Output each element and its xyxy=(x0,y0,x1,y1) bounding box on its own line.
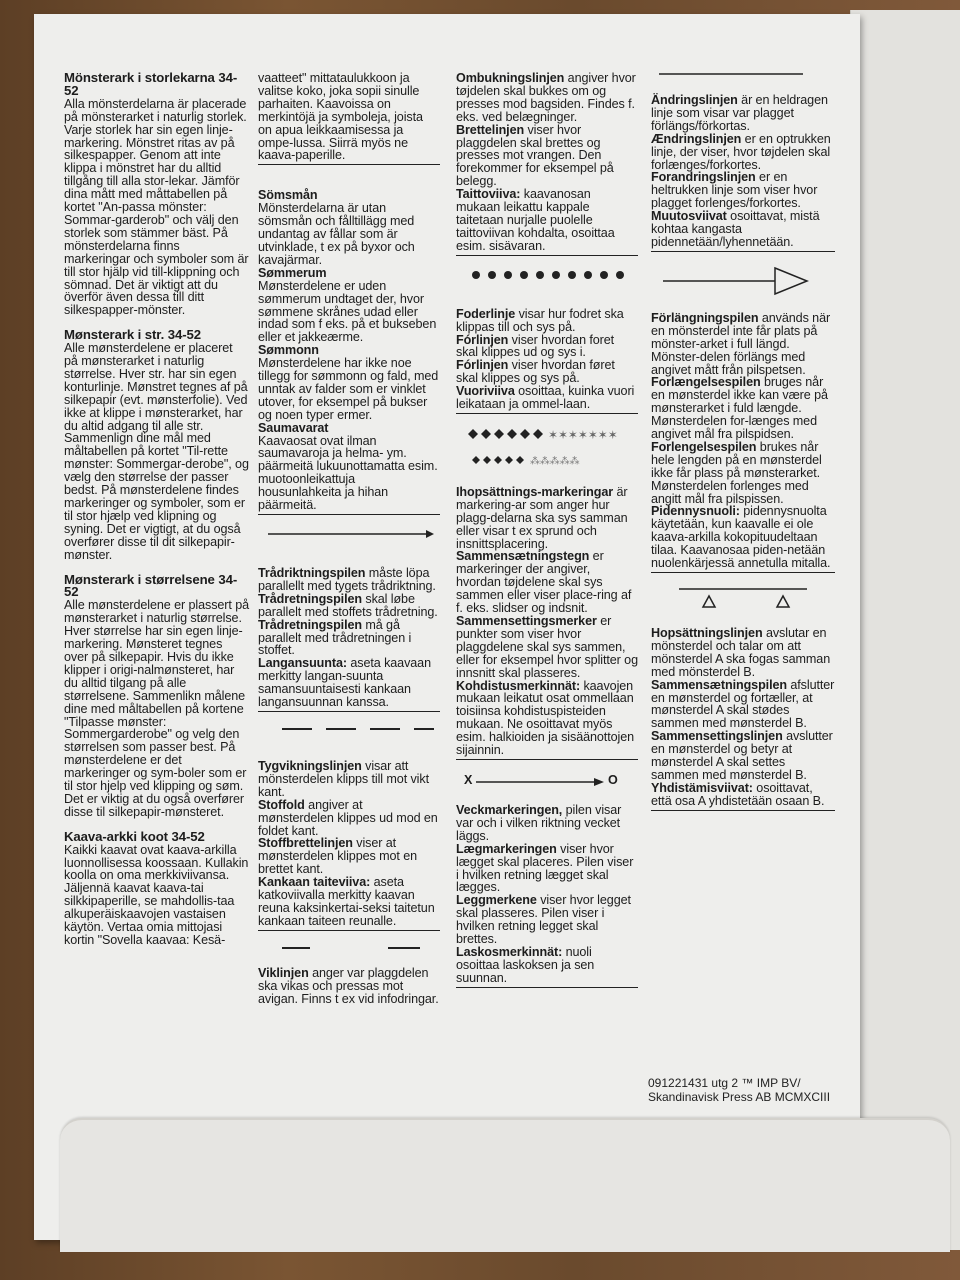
svg-text:⁂⁂⁂⁂⁂: ⁂⁂⁂⁂⁂ xyxy=(530,455,580,467)
pleat-o-label: O xyxy=(608,772,618,787)
term: Hopsättningslinjen xyxy=(651,626,763,640)
divider xyxy=(456,759,638,760)
term-description: viser hvordan føret skal klippes og sys på. xyxy=(456,358,615,386)
term-description: aseta katkoviivalla merkitty kaavan reuna kaksinkertai-seksi taitetun kankaan taiteen reunalle. xyxy=(258,875,435,928)
term-description: angiver hvor tøjdelen skal bukkes om og presses mod bagsiden. Findes f. eks. ved belægninger. xyxy=(456,71,636,124)
term-description: Kaavaosat ovat ilman saumavaroja ja helma- ym. päärmeitä lukuunottamatta esim. muotoonleikattuja housunlahkeita ja hihan päärmeitä. xyxy=(258,433,438,513)
term-description: anger var plaggdelen ska vikas och pressas mot avigan. Finns t ex vid infodringar. xyxy=(258,965,439,1006)
term: Förlängningspilen xyxy=(651,310,759,325)
term-description: visar att mönsterdelen klipps till mot vikt kant. xyxy=(258,758,429,799)
term-description: måste löpa parallellt med tygets trådriktning. xyxy=(258,566,436,593)
divider xyxy=(258,930,440,931)
term: Muutosviivat xyxy=(651,209,727,224)
divider xyxy=(258,164,440,165)
lining-markers-icon xyxy=(456,426,636,472)
term-description: angiver at mønsterdelen klippes ud mod en foldet kant. xyxy=(258,797,438,838)
term-description: bruges når en mønsterdel ikke kan være på mønsterarket i fuld længde. Mønsterdelen for-længes med angivet mål fra pilspidsen. xyxy=(651,375,828,442)
term: Foderlinje xyxy=(456,306,516,321)
continued-text: vaatteet" mittataulukkoon ja valitse koko, joka sopii sinulle parhaiten. Kaavoissa on merkintöjä ja symboleja, joista on apua leikkaamisessa ja ompe-lussa. Siirrä myös ne kaava-paperille. xyxy=(258,71,423,163)
divider xyxy=(651,572,835,573)
section-heading: Mønsterark i størrelsene 34-52 xyxy=(64,571,238,600)
print-imprint xyxy=(648,1076,830,1104)
term-description: er en optrukken linje, der viser, hvor tøjdelen skal forlænges/forkortes. xyxy=(651,131,831,172)
term: Fórlinjen xyxy=(456,332,509,347)
term-description: avslutter en mønsterdel og betyr at mønsterdel A skal settes sammen med mønsterdel B. xyxy=(651,729,833,782)
term: Saumavarat xyxy=(258,420,329,435)
term-description: används när en mönsterdel inte får plats på mönster-arket i full längd. Mönster-delen förlängs med angivet mått från pilspetsen. xyxy=(651,310,831,377)
term-description: osoittavat, mistä kohtaa kangasta pidennetään/lyhennetään. xyxy=(651,209,820,249)
term-description: må gå parallelt med trådretningen i stoffet. xyxy=(258,617,412,658)
term-description: kaavojen mukaan leikatut osat ommellaan toisiinsa kohdistuspisteiden mukaan. Ne osoittavat myös esim. halkioiden ja sisäänottojen sijainnin. xyxy=(456,678,635,758)
term: Ändringslinjen xyxy=(651,93,738,107)
dotted-line-icon xyxy=(456,268,636,282)
term-description: er markeringer der angiver, hvordan tøjdelene skal sys sammen eller viser place-ring af f. eks. slidser og indsnit. xyxy=(456,549,632,616)
term: Kohdistusmerkinnät: xyxy=(456,678,581,693)
fold-line-long-dash-icon xyxy=(258,943,438,953)
pattern-instruction-sheet xyxy=(34,14,860,1240)
term: Trådriktningspilen xyxy=(258,566,366,580)
divider xyxy=(456,255,638,256)
pleat-symbol xyxy=(456,772,638,794)
term-description: visar hur fodret ska klippas till och sys på. xyxy=(456,306,624,334)
term-description: viser hvor lægget skal placeres. Pilen viser i hvilken retning lægget skal lægges. xyxy=(456,841,634,895)
alteration-line-icon xyxy=(651,70,831,78)
term: Sømmonn xyxy=(258,343,319,358)
pleat-x-label: X xyxy=(464,772,473,787)
section-heading: Mønsterark i str. 34-52 xyxy=(64,327,201,343)
term: Taittoviiva: xyxy=(456,187,521,202)
column-4 xyxy=(651,72,835,823)
term: Sammensettingslinjen xyxy=(651,729,783,744)
term: Trådretningspilen xyxy=(258,591,362,606)
section-body: Alla mönsterdelarna är placerade på mönsterarket i naturlig storlek. Varje storlek har sin egen linje-markering. Mönstret ritas av på silkespapper. Genom att inte klippa i mönstret har du alltid tillgång till alla stor-lekar. Jämför dina mått med måttabellen på kortet "An-passa mönster: Sommar-garderob" och välj den storlek som stämmer bäst. På mönsterdelarna finns markeringar och symboler som är till stor hjälp vid till-klippning och sömnad. Det är viktigt att du överför även dessa till ditt silkespapper-mönster. xyxy=(64,96,249,318)
term: Fórlinjen xyxy=(456,358,509,373)
divider xyxy=(456,987,638,988)
term: Pidennysnuoli: xyxy=(651,504,740,519)
term-description: aseta kaavaan merkitty langan-suunta samansuuntaisesti kankaan langansuunnan kanssa. xyxy=(258,656,431,710)
term: Viklinjen xyxy=(258,965,309,980)
section-heading: Mönsterark i storlekarna 34-52 xyxy=(64,70,238,98)
term-description: Mønsterdelene er uden sømmerum undtaget der, hvor sømmene skrånes udad eller indad som f eks. på et bukseben eller et jakkeærme. xyxy=(258,278,437,345)
svg-text:✶✶✶✶✶✶✶: ✶✶✶✶✶✶✶ xyxy=(548,427,618,442)
term: Sammensætningstegn xyxy=(456,549,590,564)
grain-arrow-icon xyxy=(258,527,438,541)
term: Ændringslinjen xyxy=(651,131,742,146)
term: Veckmarkeringen, xyxy=(456,802,563,817)
divider xyxy=(456,413,638,414)
term: Kankaan taiteviiva: xyxy=(258,875,371,890)
term: Forlengelsespilen xyxy=(651,439,757,454)
term-description: viser hvordan foret skal klippes ud og sys i. xyxy=(456,332,615,360)
term-description: osoittaa, kuinka vuori leikataan ja ommel-laan. xyxy=(456,384,635,412)
term: Forlængelsespilen xyxy=(651,375,761,390)
term-description: afslutter en mønsterdel og fortæller, at mønsterdel A skal stødes sammen med mønsterdel B. xyxy=(651,677,835,731)
term-description: avslutar en mönsterdel och talar om att mönsterdel A ska fogas samman med mönsterdel B. xyxy=(651,626,831,679)
term-description: pidennysnuolta käytetään, kun kaavalle ei ole kaava-arkilla kokopituudeltaan tilaa. Kaavanosaa piden-netään nuolenkärjessä annetulla mitalla. xyxy=(651,504,831,571)
term: Sømmerum xyxy=(258,265,327,280)
term: Ihopsättnings-markeringar xyxy=(456,484,614,499)
term-description: viser at mønsterdelen klippes mot en brettet kant. xyxy=(258,836,417,877)
term: Leggmerkene xyxy=(456,893,537,908)
join-line-triangles-icon xyxy=(651,585,831,613)
divider xyxy=(651,251,835,252)
divider xyxy=(651,810,835,811)
term: Forandringslinjen xyxy=(651,170,756,185)
lengthening-arrow-icon xyxy=(651,264,831,298)
term: Vuoriviiva xyxy=(456,384,515,399)
divider xyxy=(258,711,440,712)
section-body: Alle mønsterdelene er plassert på mønsterarket i naturlig størrelse. Hver størrelse har sin egen linje-markering. Mønsteret tegnes over på silkepapir. Hvis du ikke klipper i origi-nalmønsteret, har du alltid tilgang på alle størrelsene. Sammenlikn målene dine med måltabellen på kortene "Tilpasse mønster: Sommergarderobe" og velg den størrelsen som passer best. På mønsterdelene er det markeringer og sym-boler som er til stor hjelp ved klipping og søm. Det er viktig at du også overfører disse til silkepapir-mønsteret. xyxy=(64,598,249,819)
section-body: Alle mønsterdelene er placeret på mønsterarket i naturlig størrelse. Hver str. har sin egen konturlinje. Mønstret tegnes af på silkepapir (evt. mønsterfolie). Ved ikke at klippe i mønsterarket, har du altid adgang til alle str. Sammenlign dine mål med måltabellen på kortet "Til-rette mønster: Sommergar-derobe", og vælg den størrelse der passer bedst. På mønsterdelene findes markeringer og symboler, som er til stor hjælp ved klipning og syning. Det er vigtigt, at du også overfører disse til dit silkepapir-mønster. xyxy=(64,341,249,562)
term: Stoffold xyxy=(258,797,305,812)
term-description: kaavanosan mukaan leikattu kappale taitetaan nurjalle puolelle taittoviivan kohdalta, osoittaa esim. sisävaran. xyxy=(456,187,615,253)
term: Sammensettingsmerker xyxy=(456,614,597,628)
column-2 xyxy=(258,72,440,1005)
back-sheet xyxy=(850,10,960,1250)
term: Trådretningspilen xyxy=(258,617,362,632)
term: Yhdistämisviivat: xyxy=(651,780,753,795)
term-description: osoittavat, että osa A yhdistetään osaan B. xyxy=(651,780,825,808)
column-3 xyxy=(456,72,638,1000)
section-heading: Kaava-arkki koot 34-52 xyxy=(64,828,205,844)
term-description: viser hvor plaggdelen skal brettes og presses mot vrangen. Den forekommer for eksempel på belegg. xyxy=(456,122,614,189)
imprint-line-1: 091221431 utg 2 ™ IMP BV/ xyxy=(648,1076,801,1090)
term: Brettelinjen xyxy=(456,122,525,137)
imprint-line-2: Skandinavisk Press AB MCMXCIII xyxy=(648,1090,831,1104)
term: Sammensætningspilen xyxy=(651,677,787,692)
term-description: viser hvor legget skal plasseres. Pilen viser i hvilken retning legget skal brettes. xyxy=(456,893,631,947)
term: Lægmarkeringen xyxy=(456,841,557,856)
term-description: skal løbe parallelt med stoffets trådretning. xyxy=(258,591,438,619)
fold-line-dashed-icon xyxy=(258,724,438,734)
pleat-arrow-icon xyxy=(476,776,606,788)
term: Stoffbrettelinjen xyxy=(258,836,353,851)
term-description: er en heltrukken linje som viser hvor plagget forlenges/forkortes. xyxy=(651,170,818,211)
term-description: Mönsterdelarna är utan sömsmån och fålltillägg med undantag av fållar som är utvinklade, t ex på byxor och kavajärmar. xyxy=(258,201,415,267)
term: Laskosmerkinnät: xyxy=(456,944,563,959)
envelope-flap xyxy=(60,1118,950,1252)
divider xyxy=(258,514,440,515)
term-description: pilen visar var och i vilken riktning vecket läggs. xyxy=(456,802,622,843)
term-description: Mønsterdelene har ikke noe tillegg for sømmonn og fald, med unntak av falder som er vinklet utover, for eksempel på bukser og noen typer ermer. xyxy=(258,356,439,422)
term-description: brukes når hele lengden på en mønsterdel ikke får plass på mønsterarket. Mønsterdelen forlenges med angitt mål fra pilspissen. xyxy=(651,439,822,506)
term-description: er punkter som viser hvor plaggdelene skal sys sammen, eller for eksempel hvor splitter og innsnitt skal plasseres. xyxy=(456,614,638,680)
section-body: Kaikki kaavat ovat kaava-arkilla luonnollisessa koossaan. Kullakin koolla on oma merkkiviivansa. Jäljennä kaavat kaava-tai silkkipaperille, se mahdollis-taa alkuperäiskaavojen vastaisen käytön. Vertaa omia mittojasi kortin "Sovella kaavaa: Kesä- xyxy=(64,842,249,947)
term: Tygvikningslinjen xyxy=(258,758,362,773)
term-description: nuoli osoittaa laskoksen ja sen suunnan. xyxy=(456,944,595,985)
term-description: är en heldragen linje som visar var plagget förlängs/förkortas. xyxy=(651,93,828,133)
term: Sömsmån xyxy=(258,188,318,203)
term-description: är markering-ar som anger hur plagg-delarna ska sys samman eller visar t ex sprund och insnittsplacering. xyxy=(456,484,628,551)
term: Langansuunta: xyxy=(258,656,347,671)
column-1 xyxy=(64,72,249,959)
term: Ombukningslinjen xyxy=(456,71,565,85)
